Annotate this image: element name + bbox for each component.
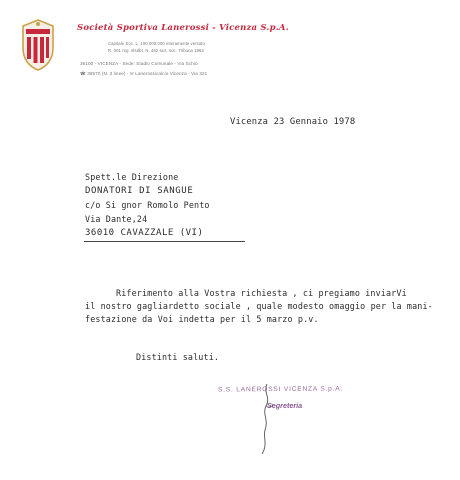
letterhead-registry-line: R. 301 reg. sfsdbt. N. 462 sez. soc. Tribuna 1962 (108, 48, 204, 53)
club-crest-logo (20, 18, 56, 72)
letterhead-company-name: Società Sportiva Lanerossi - Vicenza S.p.A. (77, 23, 289, 33)
closing-salutation: Distinti saluti. (136, 352, 220, 362)
stamp-company: S.S. LANEROSSI VICENZA S.p.A. (217, 385, 344, 394)
recipient-line-4: Via Dante,24 (85, 214, 148, 224)
letterhead-phone-line: ☎ 38570 (N. 3 linee) - ✉ Lanerossicalcio Vicenza - Via 321 (80, 71, 208, 76)
body-line-3: festazione da Voi indetta per il 5 marzo p.v. (85, 314, 319, 324)
stamp-department: Segreteria (267, 401, 303, 410)
body-line-2: il nostro gagliardetto sociale , quale modesto omaggio per la mani- (85, 301, 433, 311)
recipient-line-2: DONATORI DI SANGUE (85, 186, 194, 196)
letterhead-capital-line: Capitale Soc. L. 100.000.000 interamente versato (108, 41, 205, 46)
recipient-line-1: Spett.le Direzione (85, 172, 179, 182)
address-underline (84, 241, 245, 242)
recipient-line-5: 36010 CAVAZZALE (VI) (85, 228, 204, 238)
recipient-line-3: c/o Si gnor Romolo Pento (85, 200, 210, 210)
handwritten-signature (245, 380, 285, 460)
letterhead-address-line: 36100 - VICENZA - Sede: Stadio Comunale - Via Schio (80, 61, 198, 66)
body-line-1: Riferimento alla Vostra richiesta , ci pregiamo inviarVi (116, 288, 407, 298)
letter-date: Vicenza 23 Gennaio 1978 (230, 117, 356, 127)
